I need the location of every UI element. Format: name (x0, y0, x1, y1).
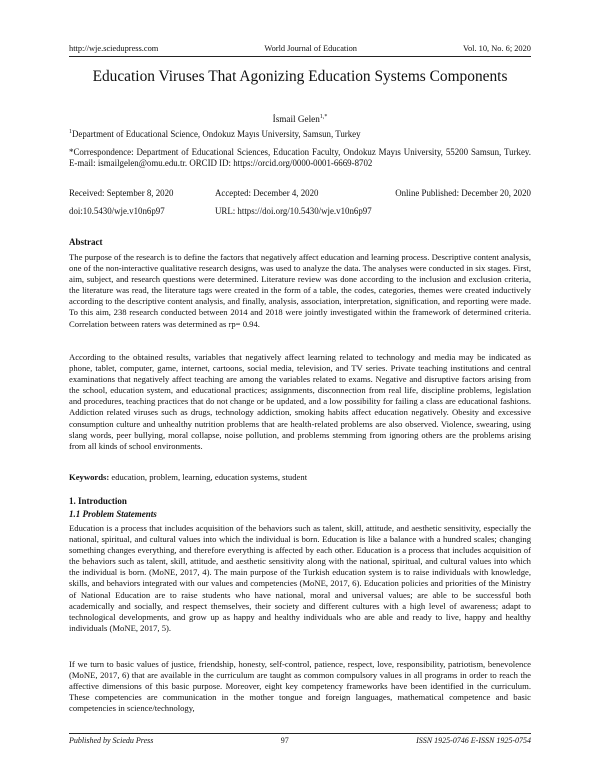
abstract-heading: Abstract (69, 237, 103, 247)
author-marks: 1,* (319, 114, 328, 120)
published-date: Online Published: December 20, 2020 (395, 188, 531, 198)
accepted-date: Accepted: December 4, 2020 (215, 188, 319, 198)
page-number: 97 (280, 736, 289, 745)
journal-name: World Journal of Education (264, 44, 357, 53)
paper-title: Education Viruses That Agonizing Education Systems Components (92, 68, 508, 85)
abstract-paragraph-1: The purpose of the research is to define the factors that negatively affect education and learning process. Descriptive content analysis, one of the non-interactive qualitative research designs, was used to analyze the data. The analyses were conducted in six stages. First, aim, subject, and research questions were determined. Literature review was done according to the inclusion and exclusion criteria, the literature was read, the literature tags were created in the form of a table, the codes, categories, themes were created inductively according to the descriptive content analysis, and finally, analysis, association, interpretation, signification, and reporting were made. To this aim, 238 research conducted between 2014 and 2018 were jointly investigated within the framework of determined criteria. Correlation between raters was determined as rp= 0.94. (69, 252, 531, 329)
introduction-heading: 1. Introduction (69, 496, 127, 506)
received-date: Received: September 8, 2020 (69, 188, 174, 198)
keywords-label: Keywords: (69, 472, 110, 482)
journal-url[interactable]: http://wje.sciedupress.com (69, 44, 159, 53)
problem-statements-heading: 1.1 Problem Statements (69, 509, 157, 519)
correspondence: *Correspondence: Department of Educational Sciences, Education Faculty, Ondokuz Mayıs University, 55200 Samsun, Turkey. E-mail: ismailgelen@omu.edu.tr. ORCID ID: https://orcid.org/0000-0001-6669-8702 (69, 147, 531, 169)
doi-url[interactable]: URL: https://doi.org/10.5430/wje.v10n6p97 (215, 206, 372, 216)
affiliation-text: Department of Educational Science, Ondokuz Mayıs University, Samsun, Turkey (72, 128, 361, 139)
author-name: İsmail Gelen (272, 114, 320, 125)
keywords-text: education, problem, learning, education systems, student (111, 472, 308, 482)
running-header (69, 44, 531, 57)
affiliation (69, 127, 531, 140)
affiliation-mark: 1 (69, 129, 72, 135)
publisher: Published by Sciedu Press (69, 736, 154, 745)
doi[interactable]: doi:10.5430/wje.v10n6p97 (69, 206, 165, 216)
issn: ISSN 1925-0746 E-ISSN 1925-0754 (416, 736, 531, 745)
author-line (69, 112, 531, 125)
abstract-paragraph-2: According to the obtained results, variables that negatively affect learning related to technology and media may be indicated as phone, tablet, computer, game, internet, cartoons, social media, television, and TV series. Private teaching institutions and central examinations that negatively affect teaching are among the variables related to exams. Negative and disruptive factors arising from the school, education system, and educational practices; assignments, disconnection from real life, discipline problems, legislation and procedures, teaching practices that do not change or be updated, and a low possibility for failing a class are educational fashions. Addiction related viruses such as drugs, technology addiction, smoking habits affect education negatively. Obesity and excessive consumption culture and unhealthy nutrition problems that are health-related problems are also observed. Violence, swearing, using slang words, peer bullying, moral collapse, noise pollution, and problems stemming from ignoring others are the problems arising from all kinds of school environments. (69, 352, 531, 451)
keywords (69, 472, 531, 483)
introduction-paragraph-2: If we turn to basic values of justice, friendship, honesty, self-control, patience, respect, love, responsibility, patriotism, benevolence (MoNE, 2017, 6) that are available in the curriculum are taught as common compulsory values in all programs in order to reach the affective dimensions of this basic purpose. Moreover, eight key competency frameworks have been identified in the curriculum. These competencies are communication in the mother tongue and foreign languages, mathematical competence and basic competencies in science/technology, (69, 659, 531, 714)
volume-info: Vol. 10, No. 6; 2020 (462, 44, 531, 53)
page-footer (69, 733, 531, 746)
introduction-paragraph-1: Education is a process that includes acquisition of the behaviors such as talent, skill, attitude, and aesthetic sensitivity, especially the national, spiritual, and cultural values into which the individual is born. Education is like a balance with a hundred scales; changing something changes everything, and therefore everything is affected by each other. Education is a process that includes acquisition of the behaviors such as talent, skill, attitude, and aesthetic sensitivity along with the national, spiritual, and cultural values into which the individual is born. (MoNE, 2017, 4). The main purpose of the Turkish education system is to raise individuals with knowledge, skills, and behaviors integrated with our values and competencies (MoNE, 2017, 6). Education policies and priorities of the Ministry of National Education are to raise students who have national, moral and universal values; are able to be successful both academically and socially, and respect themselves, their society and different cultures with a high level of awareness; adapt to technological developments, and grow up as happy and healthy individuals who are able and ready to live, happy and healthy individuals (MoNE, 2017, 5). (69, 523, 531, 633)
